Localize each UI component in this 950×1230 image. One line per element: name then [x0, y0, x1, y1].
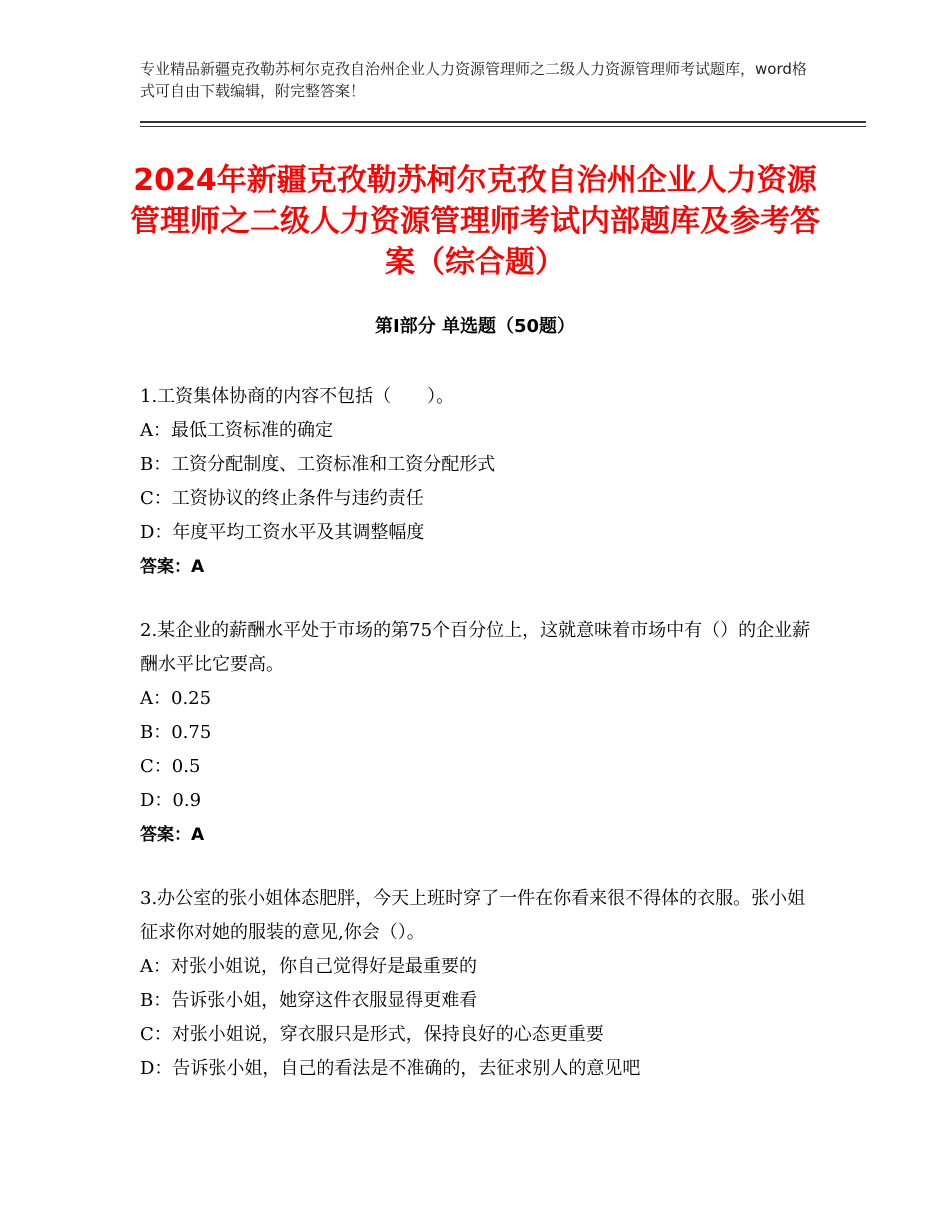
question-1 — [140, 380, 820, 584]
option-d: D：0.9 — [140, 790, 202, 811]
option-a: A：对张小姐说，你自己觉得好是最重要的 — [140, 956, 477, 977]
option-b: B：工资分配制度、工资标准和工资分配形式 — [140, 454, 496, 475]
header-divider-thick — [140, 121, 866, 123]
option-a: A：0.25 — [140, 688, 212, 709]
document-title: 2024年新疆克孜勒苏柯尔克孜自治州企业人力资源管理师之二级人力资源管理师考试内部题库及参考答案（综合题） — [130, 163, 820, 280]
option-a: A：最低工资标准的确定 — [140, 420, 333, 441]
question-stem: 2.某企业的薪酬水平处于市场的第75个百分位上，这就意味着市场中有（）的企业薪酬水平比它要高。 — [140, 620, 811, 675]
question-3 — [140, 882, 820, 1086]
option-d: D：告诉张小姐，自己的看法是不准确的，去征求别人的意见吧 — [140, 1058, 641, 1079]
option-c: C：0.5 — [140, 756, 201, 777]
answer: 答案：A — [140, 557, 205, 577]
header-note: 专业精品新疆克孜勒苏柯尔克孜自治州企业人力资源管理师之二级人力资源管理师考试题库，word格式可自由下载编辑，附完整答案！ — [140, 60, 807, 100]
question-stem: 1.工资集体协商的内容不包括（ ）。 — [140, 386, 455, 407]
option-d: D：年度平均工资水平及其调整幅度 — [140, 522, 425, 543]
option-c: C：工资协议的终止条件与违约责任 — [140, 488, 424, 509]
question-list — [140, 380, 820, 1116]
section-title: 第Ⅰ部分 单选题（50题） — [374, 316, 575, 337]
option-b: B：告诉张小姐，她穿这件衣服显得更难看 — [140, 990, 478, 1011]
answer: 答案：A — [140, 825, 205, 845]
option-b: B：0.75 — [140, 722, 212, 743]
question-2 — [140, 614, 820, 852]
question-stem: 3.办公室的张小姐体态肥胖，今天上班时穿了一件在你看来很不得体的衣服。张小姐征求你对她的服装的意见,你会（）。 — [140, 888, 806, 943]
option-c: C：对张小姐说，穿衣服只是形式，保持良好的心态更重要 — [140, 1024, 604, 1045]
header-divider-thin — [140, 126, 866, 127]
